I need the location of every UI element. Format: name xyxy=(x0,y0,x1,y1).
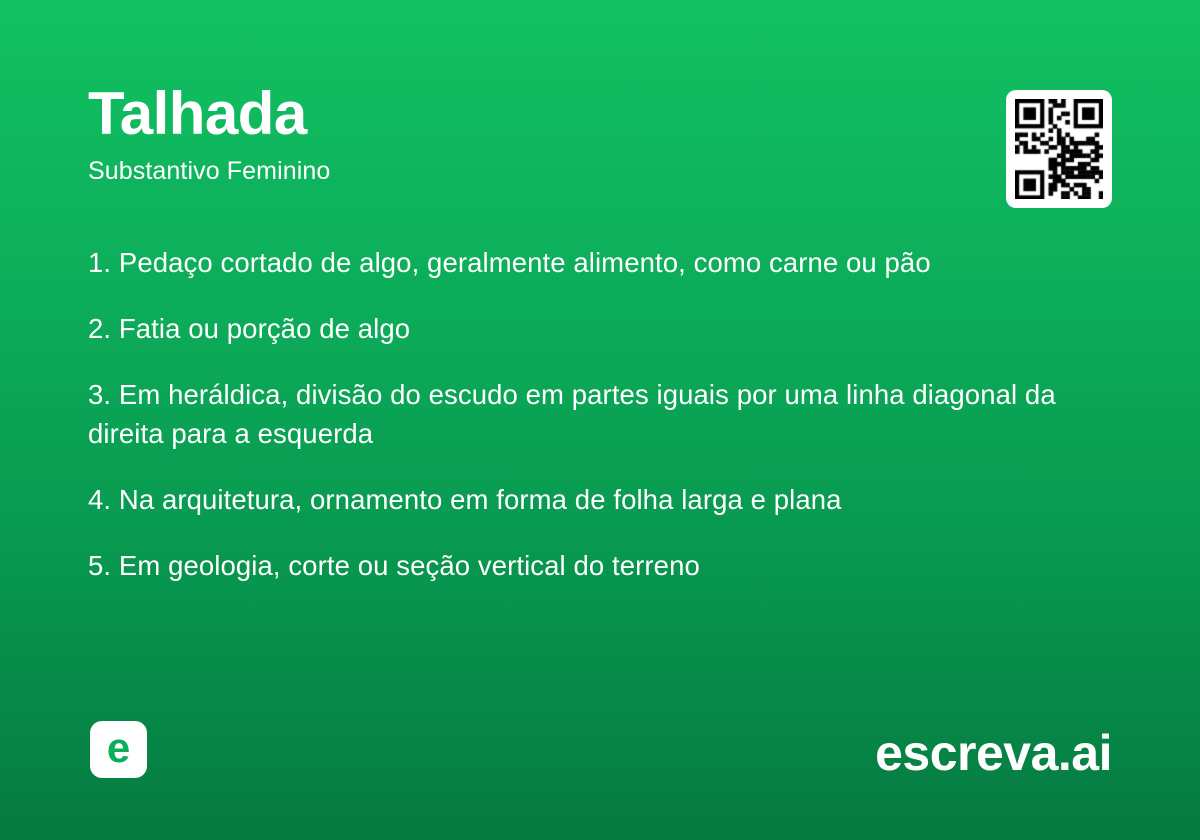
qr-code-icon[interactable] xyxy=(1006,90,1112,208)
card-header xyxy=(88,82,1112,186)
logo-icon xyxy=(90,721,147,778)
definition-item: 4. Na arquitetura, ornamento em forma de folha larga e plana xyxy=(88,484,842,516)
logo-letter: e xyxy=(106,723,131,771)
page-title: Talhada xyxy=(88,80,307,147)
definition-item: 1. Pedaço cortado de algo, geralmente alimento, como carne ou pão xyxy=(88,247,931,278)
word-class-label: Substantivo Feminino xyxy=(88,157,331,185)
definition-list xyxy=(88,243,1088,585)
qr-code-canvas xyxy=(1015,99,1103,199)
definition-item: 3. Em heráldica, divisão do escudo em partes iguais por uma linha diagonal da direita para a esquerda xyxy=(88,379,1056,450)
definition-item: 5. Em geologia, corte ou seção vertical do terreno xyxy=(88,550,700,582)
brand-wordmark: escreva.ai xyxy=(875,725,1112,781)
definition-item: 2. Fatia ou porção de algo xyxy=(88,313,411,345)
